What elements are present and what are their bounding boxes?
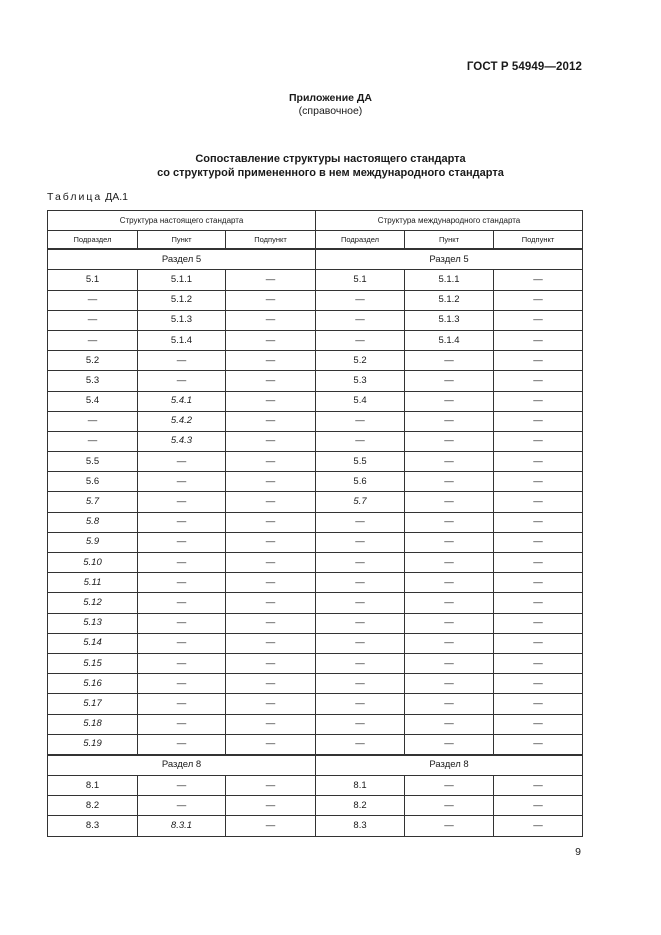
comparison-table (47, 210, 583, 837)
table-cell: — (494, 613, 583, 633)
table-cell: — (405, 674, 494, 694)
table-cell: — (138, 492, 226, 512)
table-cell: — (494, 796, 583, 816)
table-row (48, 371, 583, 391)
table-caption-number: ДА.1 (105, 191, 128, 203)
table-cell: — (405, 653, 494, 673)
table-cell: — (226, 371, 316, 391)
table-cell: — (226, 270, 316, 290)
table-cell: — (138, 512, 226, 532)
table-cell: 8.3 (48, 816, 138, 836)
table-cell: 5.3 (48, 371, 138, 391)
appendix-heading (0, 92, 661, 118)
table-cell: — (405, 532, 494, 552)
section-title: Раздел 8 (48, 755, 316, 776)
table-cell: — (138, 613, 226, 633)
table-cell: — (316, 714, 405, 734)
table-cell: — (316, 553, 405, 573)
table-cell: 5.9 (48, 532, 138, 552)
table-row (48, 653, 583, 673)
table-cell: — (405, 776, 494, 796)
table-cell: — (405, 796, 494, 816)
table-cell: — (494, 653, 583, 673)
page-number: 9 (575, 846, 581, 858)
table-cell: — (494, 553, 583, 573)
table-cell: — (405, 391, 494, 411)
table-cell: — (138, 532, 226, 552)
table-cell: — (494, 816, 583, 836)
appendix-title: Приложение ДА (289, 92, 372, 104)
table-cell: — (138, 796, 226, 816)
column-header: Пункт (138, 231, 226, 250)
table-cell: 5.8 (48, 512, 138, 532)
table-row (48, 310, 583, 330)
table-cell: — (226, 653, 316, 673)
table-cell: — (494, 431, 583, 451)
table-cell: — (226, 734, 316, 755)
table-cell: — (226, 776, 316, 796)
table-cell: — (405, 613, 494, 633)
section-title-row (48, 755, 583, 776)
table-cell: — (494, 573, 583, 593)
table-row (48, 613, 583, 633)
table-cell: 5.19 (48, 734, 138, 755)
table-cell: — (226, 512, 316, 532)
table-cell: — (138, 452, 226, 472)
table-caption (47, 191, 128, 203)
table-cell: — (405, 714, 494, 734)
table-row (48, 674, 583, 694)
table-row (48, 270, 583, 290)
table-cell: — (226, 613, 316, 633)
table-cell: — (48, 431, 138, 451)
table-cell: — (405, 452, 494, 472)
column-header: Подраздел (316, 231, 405, 250)
table-cell: — (494, 472, 583, 492)
table-cell: 5.1.4 (138, 330, 226, 350)
table-row (48, 553, 583, 573)
table-cell: 5.3 (316, 371, 405, 391)
table-row (48, 290, 583, 310)
table-cell: — (316, 593, 405, 613)
table-cell: 5.11 (48, 573, 138, 593)
table-cell: 5.18 (48, 714, 138, 734)
table-cell: — (226, 472, 316, 492)
table-cell: 5.13 (48, 613, 138, 633)
table-row (48, 330, 583, 350)
table-cell: 5.7 (316, 492, 405, 512)
table-cell: — (138, 351, 226, 371)
table-cell: — (138, 573, 226, 593)
table-cell: — (405, 411, 494, 431)
table-row (48, 452, 583, 472)
table-cell: — (48, 310, 138, 330)
table-cell: — (226, 532, 316, 552)
table-cell: 5.12 (48, 593, 138, 613)
table-cell: 5.6 (48, 472, 138, 492)
table-row (48, 776, 583, 796)
table-row (48, 714, 583, 734)
document-code: ГОСТ Р 54949—2012 (466, 61, 582, 73)
table-cell: 8.1 (48, 776, 138, 796)
title-line-2: со структурой примененного в нем международного стандарта (157, 167, 504, 179)
table-cell: — (494, 310, 583, 330)
table-cell: 5.4.2 (138, 411, 226, 431)
table-cell: — (226, 573, 316, 593)
table-cell: 5.6 (316, 472, 405, 492)
table-cell: — (494, 411, 583, 431)
table-cell: — (316, 532, 405, 552)
table-cell: — (494, 371, 583, 391)
table-row (48, 796, 583, 816)
table-cell: — (226, 290, 316, 310)
table-cell: — (226, 714, 316, 734)
table-row (48, 492, 583, 512)
table-cell: — (138, 653, 226, 673)
table-cell: — (405, 816, 494, 836)
group-header-international: Структура международного стандарта (316, 211, 583, 231)
table-cell: — (405, 573, 494, 593)
table-cell: — (138, 694, 226, 714)
table-row (48, 816, 583, 836)
table-cell: — (226, 816, 316, 836)
table-row (48, 734, 583, 755)
table-cell: — (405, 371, 494, 391)
table-row (48, 532, 583, 552)
table-caption-word: Таблица (47, 191, 103, 203)
table-cell: — (138, 633, 226, 653)
table-cell: 5.17 (48, 694, 138, 714)
table-cell: 5.5 (316, 452, 405, 472)
table-cell: 5.1.2 (405, 290, 494, 310)
table-cell: 5.7 (48, 492, 138, 512)
group-header-row (48, 211, 583, 231)
table-cell: 8.2 (316, 796, 405, 816)
table-cell: 5.5 (48, 452, 138, 472)
table-cell: — (138, 776, 226, 796)
table-cell: 8.1 (316, 776, 405, 796)
table-cell: — (138, 734, 226, 755)
table-cell: 5.4.1 (138, 391, 226, 411)
table-row (48, 633, 583, 653)
table-cell: 8.3 (316, 816, 405, 836)
table-cell: — (405, 512, 494, 532)
table-cell: 5.1.2 (138, 290, 226, 310)
table-cell: — (226, 796, 316, 816)
group-header-national: Структура настоящего стандарта (48, 211, 316, 231)
table-cell: — (138, 553, 226, 573)
table-cell: 5.1.4 (405, 330, 494, 350)
table-cell: 5.4 (48, 391, 138, 411)
table-cell: — (226, 694, 316, 714)
document-title (0, 152, 661, 180)
table-cell: — (405, 351, 494, 371)
column-header: Пункт (405, 231, 494, 250)
table-cell: — (138, 714, 226, 734)
table-cell: — (48, 330, 138, 350)
table-cell: — (494, 270, 583, 290)
table-cell: 8.3.1 (138, 816, 226, 836)
table-row (48, 391, 583, 411)
table-row (48, 351, 583, 371)
table-cell: — (494, 776, 583, 796)
table-cell: — (405, 472, 494, 492)
comparison-table-body (48, 211, 583, 837)
table-cell: — (405, 593, 494, 613)
table-cell: — (405, 694, 494, 714)
table-cell: — (138, 593, 226, 613)
table-cell: — (494, 694, 583, 714)
table-cell: 5.15 (48, 653, 138, 673)
table-cell: — (226, 674, 316, 694)
table-cell: — (494, 674, 583, 694)
table-cell: — (494, 492, 583, 512)
table-cell: — (494, 512, 583, 532)
table-cell: — (48, 290, 138, 310)
table-row (48, 472, 583, 492)
table-cell: 5.1 (48, 270, 138, 290)
table-cell: — (316, 431, 405, 451)
table-cell: — (405, 553, 494, 573)
section-title: Раздел 5 (48, 249, 316, 270)
table-cell: — (316, 633, 405, 653)
table-cell: — (494, 714, 583, 734)
table-cell: — (138, 371, 226, 391)
table-cell: — (226, 310, 316, 330)
table-cell: 5.1.1 (138, 270, 226, 290)
table-cell: — (494, 593, 583, 613)
table-cell: — (494, 351, 583, 371)
table-cell: 5.14 (48, 633, 138, 653)
table-cell: — (316, 512, 405, 532)
column-header-row (48, 231, 583, 250)
table-cell: — (316, 613, 405, 633)
table-cell: — (405, 492, 494, 512)
table-cell: 5.2 (48, 351, 138, 371)
table-row (48, 593, 583, 613)
table-row (48, 411, 583, 431)
table-cell: — (405, 633, 494, 653)
table-cell: — (226, 593, 316, 613)
table-cell: — (405, 734, 494, 755)
table-cell: — (316, 330, 405, 350)
table-cell: — (316, 734, 405, 755)
section-title: Раздел 5 (316, 249, 583, 270)
table-cell: — (226, 431, 316, 451)
table-cell: 5.4.3 (138, 431, 226, 451)
table-row (48, 431, 583, 451)
table-cell: 5.1.1 (405, 270, 494, 290)
table-cell: 8.2 (48, 796, 138, 816)
table-cell: — (316, 573, 405, 593)
table-cell: — (226, 411, 316, 431)
table-cell: — (226, 351, 316, 371)
section-title: Раздел 8 (316, 755, 583, 776)
table-cell: — (494, 452, 583, 472)
table-cell: 5.4 (316, 391, 405, 411)
table-cell: 5.10 (48, 553, 138, 573)
table-row (48, 512, 583, 532)
column-header: Подпункт (226, 231, 316, 250)
table-cell: — (494, 633, 583, 653)
table-cell: — (226, 452, 316, 472)
table-cell: 5.2 (316, 351, 405, 371)
table-cell: — (316, 653, 405, 673)
table-cell: — (226, 492, 316, 512)
table-cell: — (316, 674, 405, 694)
section-title-row (48, 249, 583, 270)
table-cell: — (316, 290, 405, 310)
table-cell: — (226, 330, 316, 350)
appendix-subtitle: (справочное) (298, 105, 363, 117)
table-cell: 5.1 (316, 270, 405, 290)
table-cell: — (494, 734, 583, 755)
column-header: Подраздел (48, 231, 138, 250)
table-cell: — (316, 310, 405, 330)
table-cell: — (494, 290, 583, 310)
table-row (48, 694, 583, 714)
table-cell: — (316, 411, 405, 431)
table-cell: 5.1.3 (405, 310, 494, 330)
table-cell: 5.1.3 (138, 310, 226, 330)
table-cell: — (226, 391, 316, 411)
table-cell: — (226, 553, 316, 573)
table-cell: — (494, 391, 583, 411)
table-cell: — (494, 532, 583, 552)
table-row (48, 573, 583, 593)
table-cell: 5.16 (48, 674, 138, 694)
column-header: Подпункт (494, 231, 583, 250)
table-cell: — (316, 694, 405, 714)
table-cell: — (494, 330, 583, 350)
table-cell: — (405, 431, 494, 451)
table-cell: — (138, 674, 226, 694)
table-cell: — (226, 633, 316, 653)
title-line-1: Сопоставление структуры настоящего стандарта (195, 153, 466, 165)
table-cell: — (138, 472, 226, 492)
table-cell: — (48, 411, 138, 431)
